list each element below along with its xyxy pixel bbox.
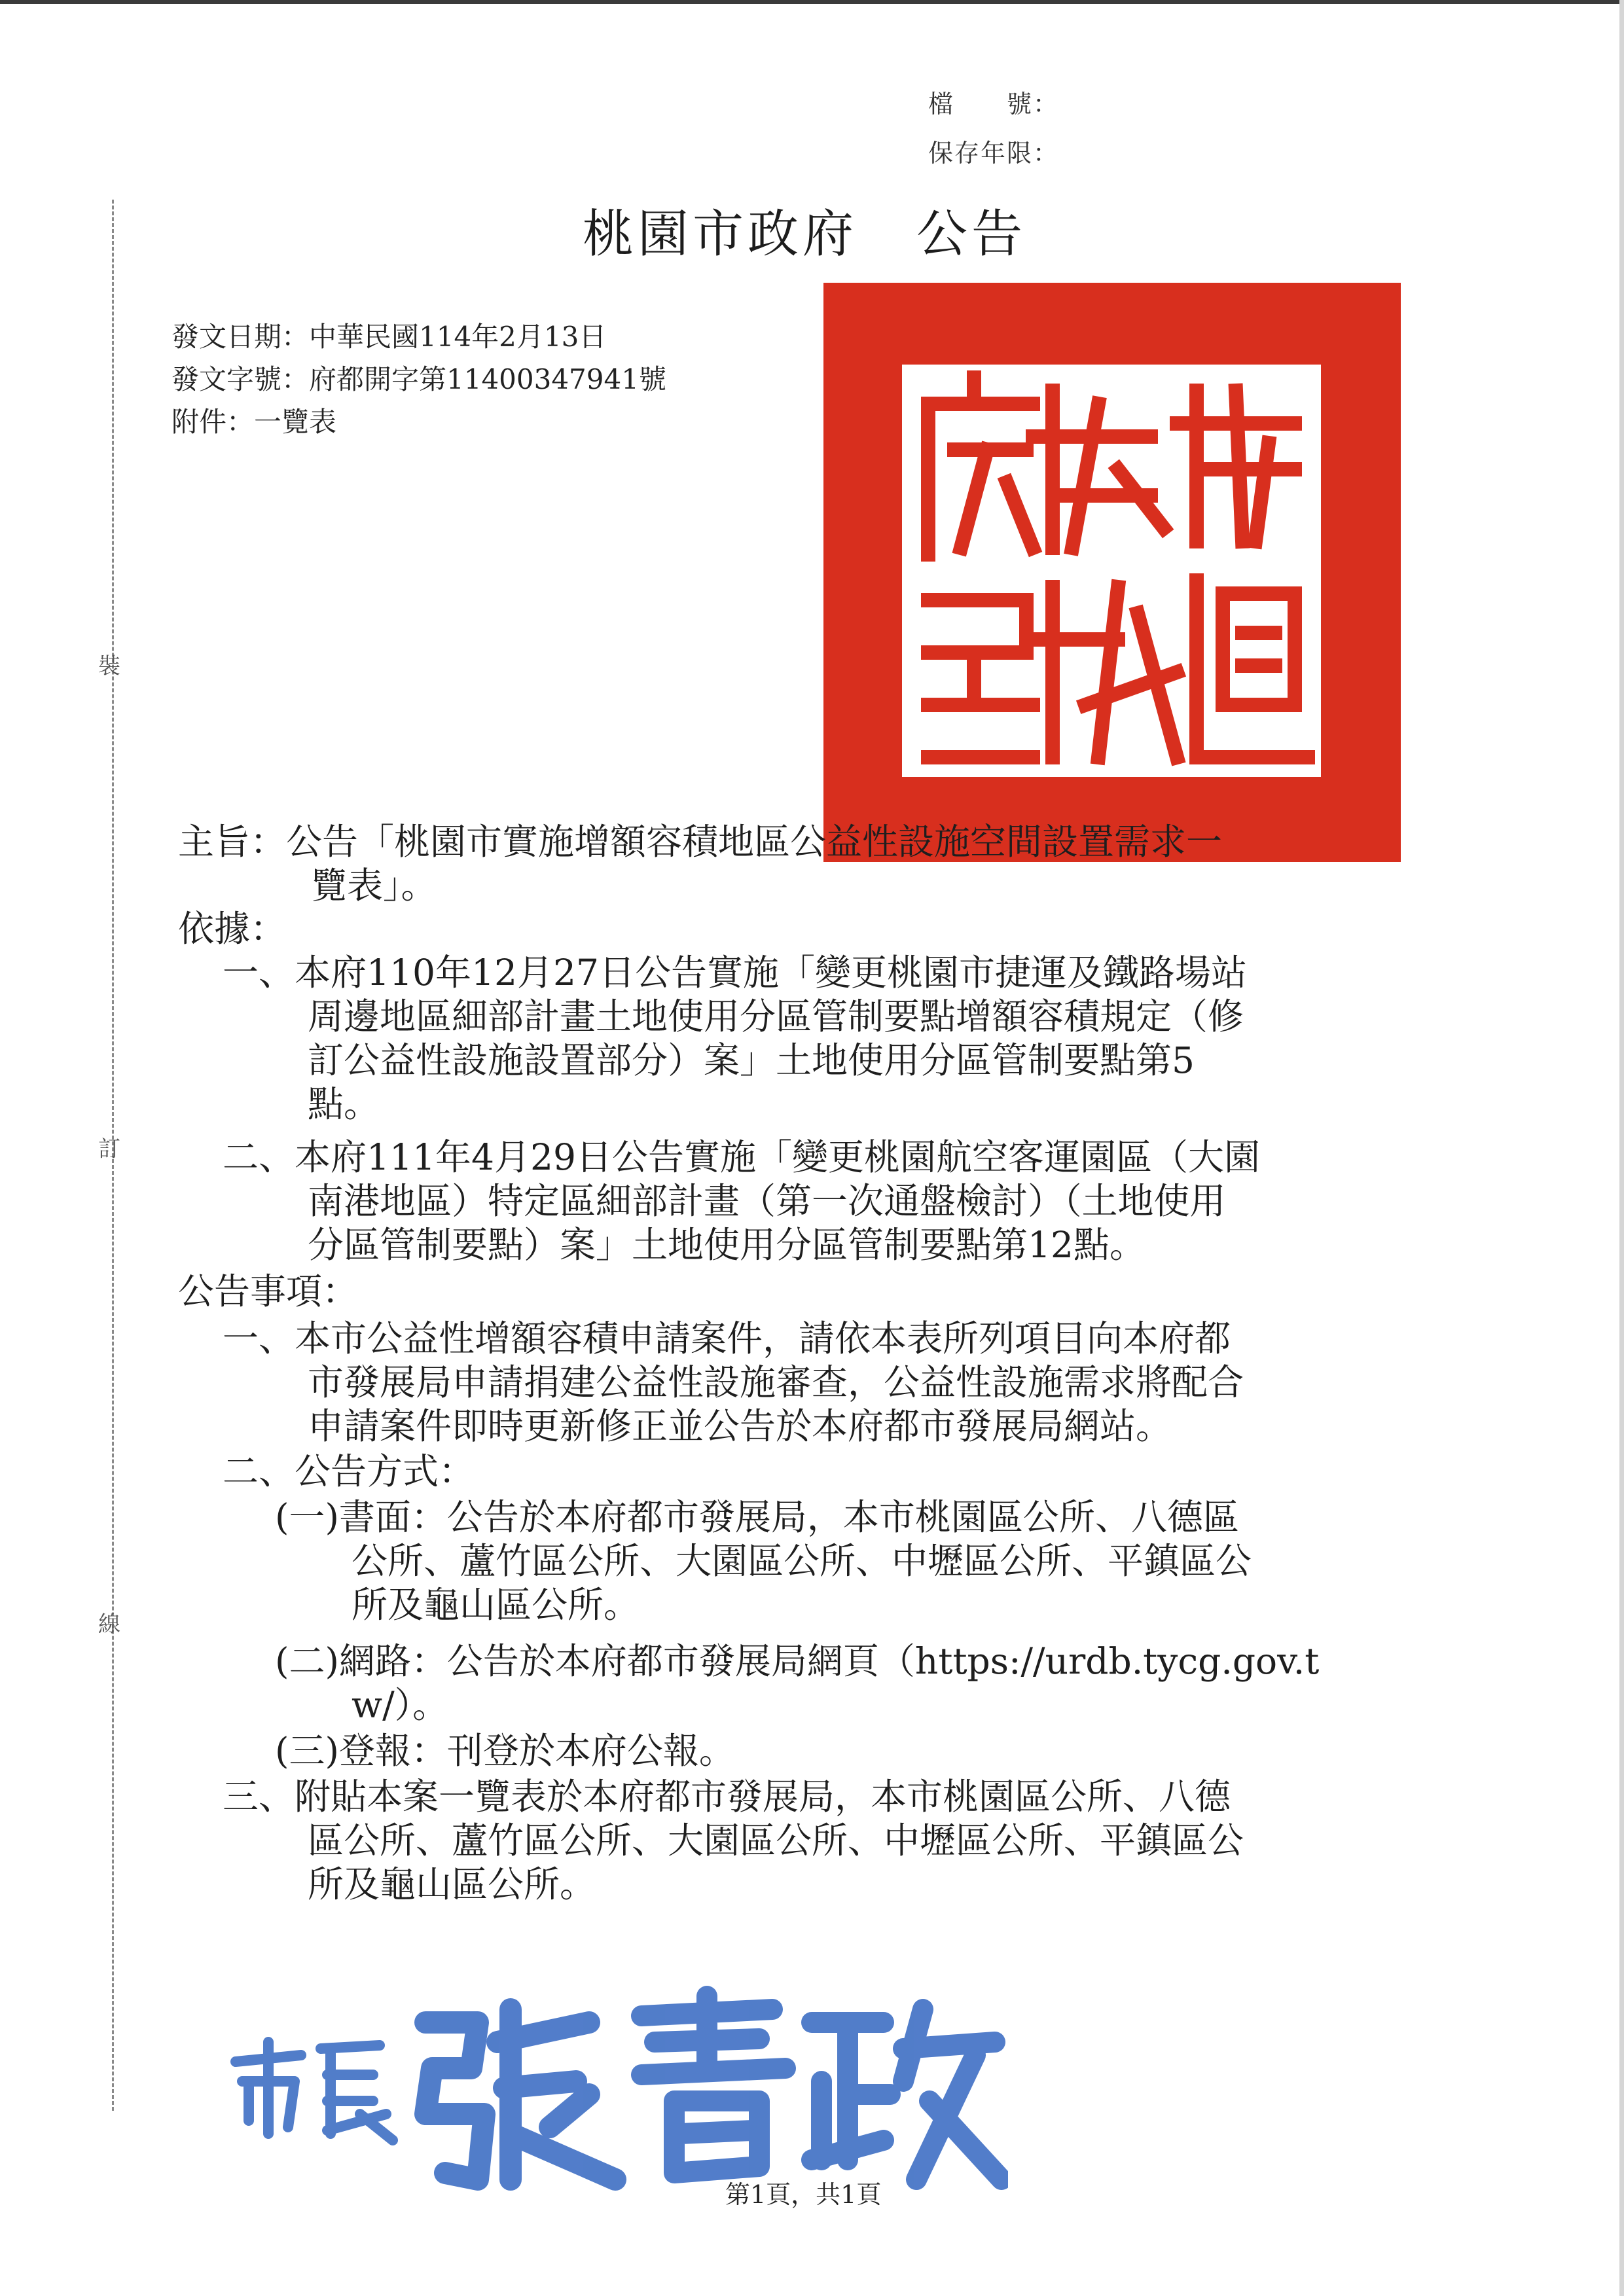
issue-number: 發文字號：府都開字第11400347941號 xyxy=(171,363,666,395)
binding-char-xian: 線 xyxy=(98,1611,120,1638)
basis-item-2-line-3: 分區管制要點）案」土地使用分區管制要點第12點。 xyxy=(308,1224,1146,1266)
subject-line-2: 覽表」。 xyxy=(311,865,437,906)
notice-heading: 公告事項： xyxy=(178,1270,359,1312)
scan-edge-top xyxy=(0,0,1624,4)
basis-item-1-line-1: 一、本府110年12月27日公告實施「變更桃園市捷運及鐵路場站 xyxy=(223,952,1247,994)
document-title xyxy=(583,193,1026,266)
title-agency: 桃園市政府 xyxy=(583,205,858,264)
notice-item-3-line-1: 三、附貼本案一覽表於本府都市發展局，本市桃園區公所、八德 xyxy=(223,1776,1231,1818)
retention-period-label: 保存年限： xyxy=(928,139,1060,168)
file-number-label: 檔 號： xyxy=(928,90,1060,118)
mayor-signature-stamp xyxy=(223,1983,1008,2193)
seal-face xyxy=(902,365,1321,777)
notice-item-1-line-3: 申請案件即時更新修正並公告於本府都市發展局網站。 xyxy=(308,1405,1172,1447)
signature-brushwork xyxy=(223,1983,1008,2193)
notice-item-2a-line-2: 公所、蘆竹區公所、大園區公所、中壢區公所、平鎮區公 xyxy=(352,1540,1252,1582)
seal-glyphs xyxy=(902,365,1321,777)
issue-date: 發文日期：中華民國114年2月13日 xyxy=(171,321,607,353)
attachment-line: 附件：一覽表 xyxy=(171,406,337,438)
basis-item-1-line-2: 周邊地區細部計畫土地使用分區管制要點增額容積規定（修 xyxy=(308,996,1244,1037)
page-number: 第1頁，共1頁 xyxy=(725,2180,882,2209)
notice-item-2-heading: 二、公告方式： xyxy=(223,1450,475,1492)
subject-line-1: 主旨：公告「桃園市實施增額容積地區公益性設施空間設置需求一 xyxy=(178,821,1223,863)
basis-item-1-line-4: 點。 xyxy=(308,1083,380,1125)
basis-heading: 依據： xyxy=(178,908,287,950)
scan-edge-right xyxy=(1619,0,1624,2296)
basis-item-2-line-1: 二、本府111年4月29日公告實施「變更桃園航空客運園區（大園 xyxy=(223,1136,1260,1178)
notice-item-3-line-3: 所及龜山區公所。 xyxy=(308,1863,596,1905)
notice-item-2a-line-1: (一)書面：公告於本府都市發展局，本市桃園區公所、八德區 xyxy=(275,1496,1239,1538)
title-doc-type: 公告 xyxy=(916,205,1027,264)
binding-char-ding: 訂 xyxy=(98,1136,120,1162)
notice-item-2a-line-3: 所及龜山區公所。 xyxy=(352,1584,640,1626)
notice-item-2b-line-2: w/）。 xyxy=(352,1684,449,1726)
notice-item-2b-line-1: (二)網路：公告於本府都市發展局網頁（https://urdb.tycg.gov.t xyxy=(275,1640,1320,1682)
notice-item-2c-line-1: (三)登報：刊登於本府公報。 xyxy=(275,1730,735,1772)
notice-item-1-line-2: 市發展局申請捐建公益性設施審查，公益性設施需求將配合 xyxy=(308,1361,1244,1403)
notice-item-3-line-2: 區公所、蘆竹區公所、大園區公所、中壢區公所、平鎮區公 xyxy=(308,1820,1244,1861)
official-seal-stamp xyxy=(823,283,1401,862)
binding-char-zhuang: 裝 xyxy=(98,653,120,679)
basis-item-2-line-2: 南港地區）特定區細部計畫（第一次通盤檢討）（土地使用 xyxy=(308,1180,1226,1222)
notice-item-1-line-1: 一、本市公益性增額容積申請案件，請依本表所列項目向本府都 xyxy=(223,1318,1231,1359)
basis-item-1-line-3: 訂公益性設施設置部分）案」土地使用分區管制要點第5 xyxy=(308,1039,1195,1081)
